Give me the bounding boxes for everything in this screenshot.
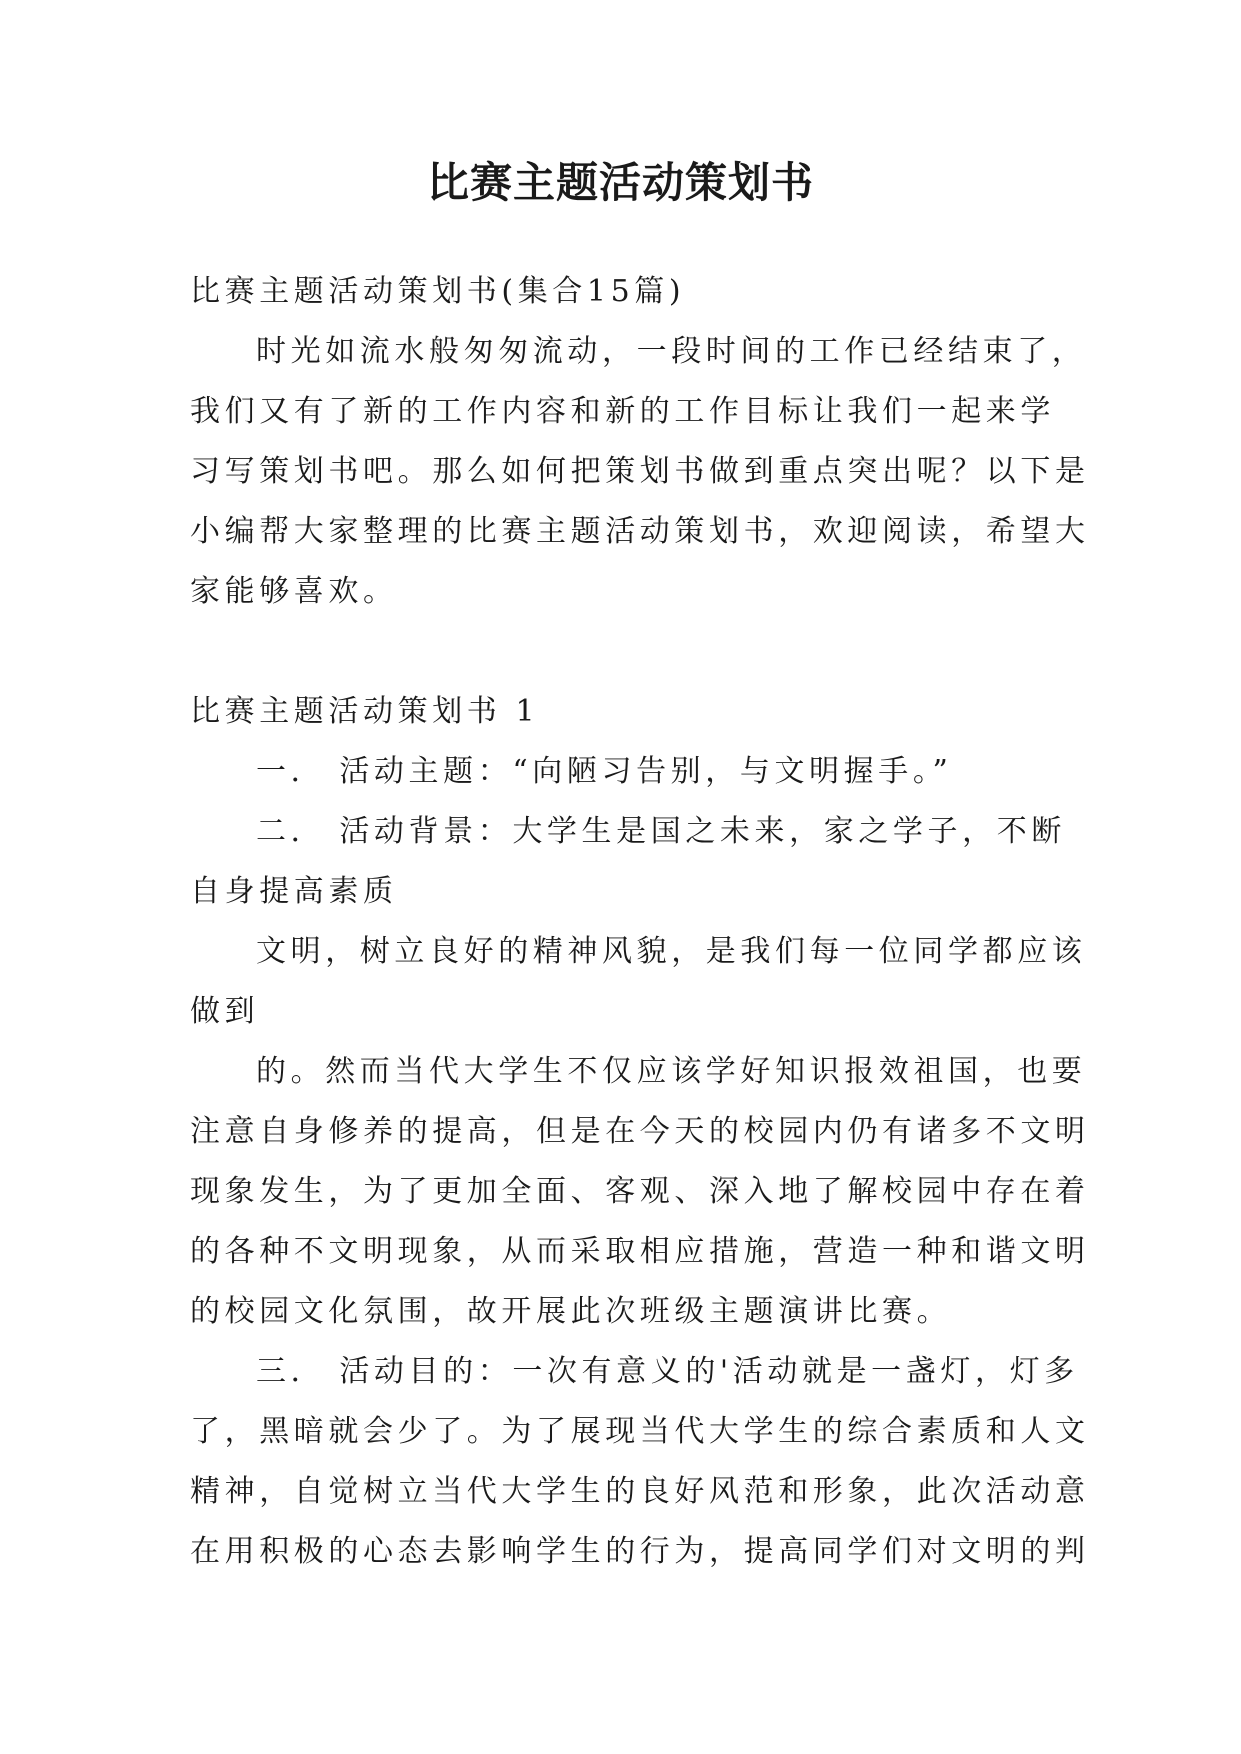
body-line: 的。然而当代大学生不仅应该学好知识报效祖国，也要 <box>256 1054 1087 1089</box>
paragraph-spacer <box>190 622 1058 682</box>
page-title: 比赛主题活动策划书 <box>426 158 814 207</box>
intro-line: 时光如流水般匆匆流动，一段时间的工作已经结束了， <box>256 334 1087 369</box>
intro-line: 我们又有了新的工作内容和新的工作目标让我们一起来学 <box>190 394 1055 429</box>
body-line: 的各种不文明现象，从而采取相应措施，营造一种和谐文明 <box>190 1234 1090 1269</box>
intro-line: 家能够喜欢。 <box>190 574 398 609</box>
body-line: 在用积极的心态去影响学生的行为，提高同学们对文明的判 <box>190 1534 1090 1569</box>
body-line: 的校园文化氛围，故开展此次班级主题演讲比赛。 <box>190 1294 952 1329</box>
body-line: 精神，自觉树立当代大学生的良好风范和形象，此次活动意 <box>190 1474 1090 1509</box>
intro-line: 小编帮大家整理的比赛主题活动策划书，欢迎阅读，希望大 <box>190 514 1090 549</box>
intro-line: 习写策划书吧。那么如何把策划书做到重点突出呢？以下是 <box>190 454 1090 489</box>
body-line: 自身提高素质 <box>190 874 398 909</box>
section-heading: 比赛主题活动策划书 1 <box>190 694 540 729</box>
body-line: 了，黑暗就会少了。为了展现当代大学生的综合素质和人文 <box>190 1414 1090 1449</box>
body-line: 现象发生，为了更加全面、客观、深入地了解校园中存在着 <box>190 1174 1090 1209</box>
document-body <box>190 262 1090 1582</box>
body-line: 二． 活动背景：大学生是国之未来，家之学子，不断 <box>256 814 1066 849</box>
body-line: 注意自身修养的提高，但是在今天的校园内仍有诸多不文明 <box>190 1114 1090 1149</box>
body-line: 一． 活动主题：“向陋习告别，与文明握手。” <box>256 754 953 789</box>
body-line: 文明，树立良好的精神风貌，是我们每一位同学都应该 <box>256 934 1087 969</box>
body-line: 做到 <box>190 994 260 1029</box>
document-subtitle: 比赛主题活动策划书(集合15篇) <box>190 274 686 309</box>
body-line: 三． 活动目的：一次有意义的'活动就是一盏灯，灯多 <box>256 1354 1079 1389</box>
